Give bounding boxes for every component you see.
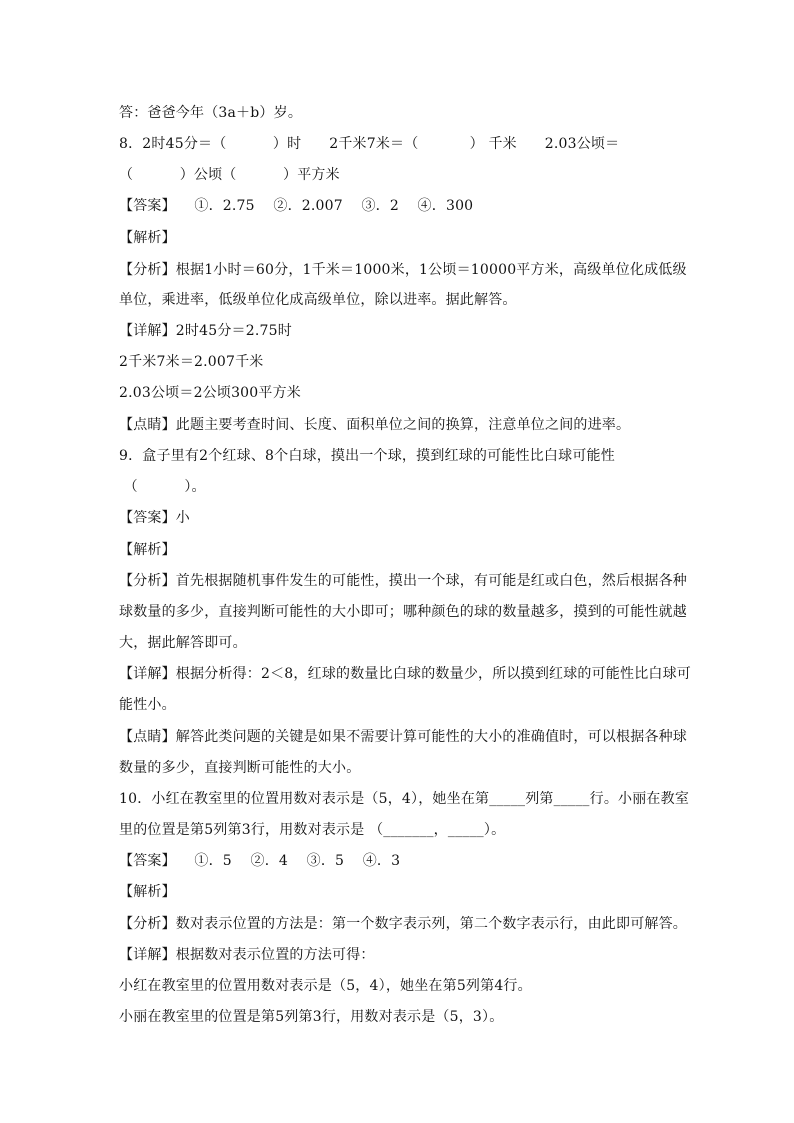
text-line-comment-9-a: 【点睛】解答此类问题的关键是如果不需要计算可能性的大小的准确值时，可以根据各种球 bbox=[119, 729, 687, 745]
text-line-detail-10-b: 小红在教室里的位置用数对表示是（5，4），她坐在第5列第4行。 bbox=[119, 978, 532, 994]
text-line-answer-dad-age: 答：爸爸今年（3a＋b）岁。 bbox=[119, 105, 303, 121]
text-line-analysis-8: 【解析】 bbox=[119, 230, 176, 246]
text-line-detail-8-a: 【详解】2时45分＝2.75时 bbox=[119, 323, 292, 339]
text-line-analysis-10: 【解析】 bbox=[119, 884, 176, 900]
text-line-comment-9-b: 数量的多少，直接判断可能性的大小。 bbox=[119, 760, 361, 776]
text-line-fenxi-8-cont: 单位，乘进率，低级单位化成高级单位，除以进率。据此解答。 bbox=[119, 292, 517, 308]
text-line-detail-9-a: 【详解】根据分析得：2＜8，红球的数量比白球的数量少，所以摸到红球的可能性比白球可 bbox=[119, 666, 692, 682]
text-line-answer-9: 【答案】小 bbox=[119, 510, 190, 526]
text-line-fenxi-8: 【分析】根据1小时＝60分，1千米＝1000米，1公顷＝10000平方米，高级单位化成低级 bbox=[119, 262, 687, 278]
text-line-detail-10-a: 【详解】根据数对表示位置的方法可得： bbox=[119, 947, 375, 963]
text-line-fenxi-9-b: 球数量的多少，直接判断可能性的大小即可；哪种颜色的球的数量越多，摸到的可能性就越 bbox=[119, 604, 687, 620]
text-line-question-10: 10．小红在教室里的位置用数对表示是（5，4），她坐在第_____列第_____行。小丽在教室 bbox=[119, 791, 690, 807]
text-line-comment-8: 【点睛】此题主要考查时间、长度、面积单位之间的换算，注意单位之间的进率。 bbox=[119, 417, 631, 433]
text-line-analysis-9: 【解析】 bbox=[119, 542, 176, 558]
text-line-question-9-cont: （ ）。 bbox=[119, 479, 206, 495]
text-line-question-9: 9．盒子里有2个红球、8个白球，摸出一个球，摸到红球的可能性比白球可能性 bbox=[119, 448, 615, 464]
text-line-answer-8: 【答案】 ①．2.75 ②．2.007 ③．2 ④．300 bbox=[119, 198, 474, 214]
text-line-question-10-cont: 里的位置是第5列第3行，用数对表示是 （_______，_____）。 bbox=[119, 822, 506, 838]
text-line-detail-8-b: 2千米7米＝2.007千米 bbox=[119, 354, 264, 370]
text-line-detail-8-c: 2.03公顷＝2公顷300平方米 bbox=[119, 385, 302, 401]
text-line-answer-10: 【答案】 ①．5 ②．4 ③．5 ④．3 bbox=[119, 853, 401, 869]
text-line-question-8: 8．2时45分＝（ ）时 2千米7米＝（ ） 千米 2.03公顷＝ bbox=[119, 136, 620, 152]
text-line-fenxi-9-c: 大，据此解答即可。 bbox=[119, 635, 247, 651]
text-line-fenxi-10: 【分析】数对表示位置的方法是：第一个数字表示列，第二个数字表示行，由此即可解答。 bbox=[119, 916, 687, 932]
text-line-fenxi-9-a: 【分析】首先根据随机事件发生的可能性，摸出一个球，有可能是红或白色，然后根据各种 bbox=[119, 573, 687, 589]
text-line-detail-9-b: 能性小。 bbox=[119, 697, 176, 713]
text-line-question-8-cont: （ ）公顷（ ）平方米 bbox=[119, 167, 340, 183]
text-line-detail-10-c: 小丽在教室里的位置是第5列第3行，用数对表示是（5，3）。 bbox=[119, 1009, 504, 1025]
